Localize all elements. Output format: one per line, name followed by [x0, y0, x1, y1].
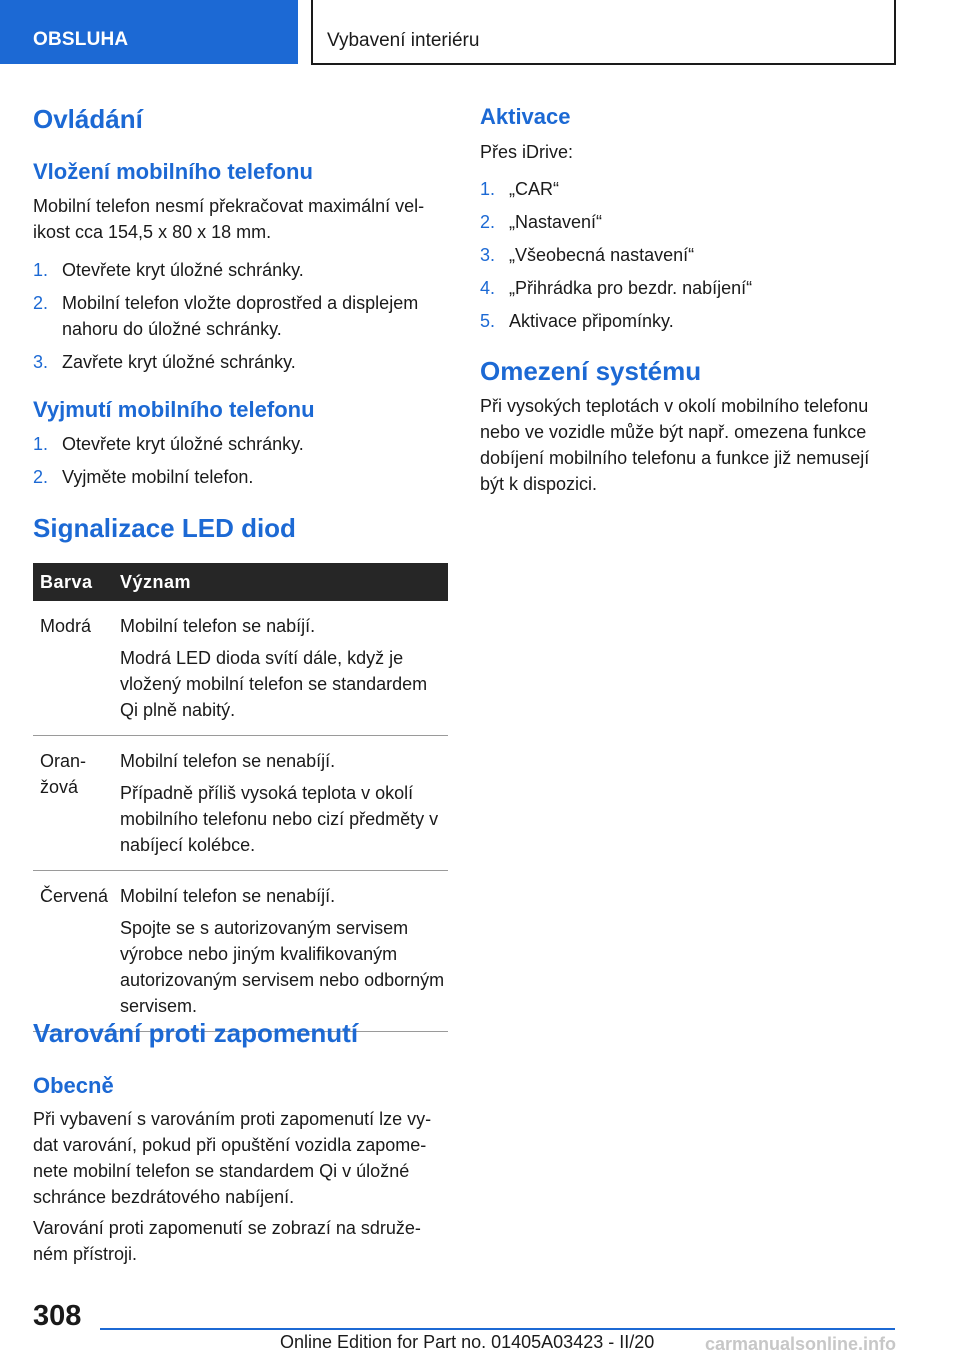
footer-rule	[100, 1328, 895, 1330]
list-item: 2. „Nastavení“	[480, 212, 603, 232]
table-header-row	[33, 563, 448, 601]
list-item: 1. „CAR“	[480, 179, 559, 199]
chapter-title: Vybavení interiéru	[311, 0, 896, 65]
list-item: 2. Vyjměte mobilní telefon.	[33, 467, 254, 487]
list-item: 2. Mobilní telefon vložte doprostřed a displejem nahoru do úložné schránky.	[33, 293, 419, 339]
heading-signalizace: Signalizace LED diod	[33, 513, 296, 543]
vlozeni-text: Mobilní telefon nesmí překračovat maximální velikost cca 154,5 x 80 x 18 mm.	[33, 196, 425, 242]
vyjmuti-steps	[33, 431, 448, 497]
section-tab: OBSLUHA	[0, 0, 298, 64]
obecne-paragraph-1: Při vybavení s varováním proti zapomenutí lze vydat varování, pokud při opuštění vozidla zapomenete mobilní telefon se standardem Qi v úložné schránce bezdrátového nabíjení.	[33, 1109, 432, 1207]
table-header-barva: Barva	[33, 563, 115, 601]
obecne-paragraph-2: Varování proti zapomenutí se zobrazí na sdruženém přístroji.	[33, 1218, 421, 1264]
heading-vlozeni: Vložení mobilního telefonu	[33, 159, 313, 184]
watermark: carmanualsonline.info	[705, 1334, 897, 1354]
heading-obecne: Obecně	[33, 1073, 114, 1098]
footer-edition: Online Edition for Part no. 01405A03423 - II/20	[280, 1332, 655, 1352]
table-row	[33, 601, 448, 736]
list-item: 4. „Přihrádka pro bezdr. nabíjení“	[480, 278, 753, 298]
heading-aktivace: Aktivace	[480, 104, 571, 129]
vlozeni-steps	[33, 257, 448, 382]
list-item: 1. Otevřete kryt úložné schránky.	[33, 434, 304, 454]
list-item: 1. Otevřete kryt úložné schránky.	[33, 260, 304, 280]
heading-ovladani: Ovládání	[33, 104, 143, 134]
heading-varovani: Varování proti zapomenutí	[33, 1018, 359, 1048]
table-row	[33, 871, 448, 1032]
aktivace-steps	[480, 176, 895, 341]
page-number: 308	[33, 1300, 82, 1332]
list-item: 3. Zavřete kryt úložné schránky.	[33, 352, 296, 372]
table-cell-meaning: Mobilní telefon se nenabíjí. Případně příliš vysoká teplota v okolí mobilního telefonu nebo cizí předměty v nabíjecí kolébce.	[115, 736, 448, 871]
heading-vyjmuti: Vyjmutí mobilního telefonu	[33, 397, 315, 422]
table-cell-color: Oranžová	[33, 736, 115, 871]
table-cell-color: Modrá	[33, 601, 115, 736]
aktivace-intro: Přes iDrive:	[480, 142, 574, 162]
table-cell-meaning: Mobilní telefon se nabíjí. Modrá LED dioda svítí dále, když je vložený mobilní telefon se standardem Qi plně nabitý.	[115, 601, 448, 736]
list-item: 5. Aktivace připomínky.	[480, 311, 674, 331]
list-item: 3. „Všeobecná nastavení“	[480, 245, 695, 265]
led-signal-table	[33, 563, 448, 1032]
table-cell-color: Červená	[33, 871, 115, 1032]
table-cell-meaning: Mobilní telefon se nenabíjí. Spojte se s autorizovaným servisem výrobce nebo jiným kvalifikovaným autorizovaným servisem nebo odborným servisem.	[115, 871, 448, 1032]
table-header-vyznam: Význam	[115, 563, 448, 601]
omezeni-text: Při vysokých teplotách v okolí mobilního telefonu nebo ve vozidle může být např. omezena funkce dobíjení mobilního telefonu a funkce již nemusejí být k dispozici.	[480, 396, 870, 494]
heading-omezeni: Omezení systému	[480, 356, 702, 386]
table-row	[33, 736, 448, 871]
